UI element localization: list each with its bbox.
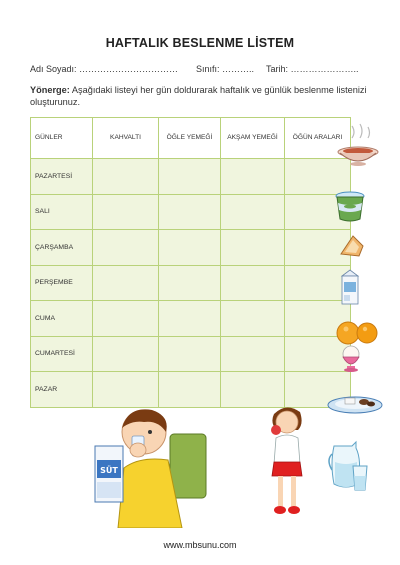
name-field-label: Adı Soyadı: …………………………… — [30, 64, 179, 74]
bread-icon — [339, 232, 365, 258]
table-row — [31, 194, 351, 230]
soup-bowl-icon — [334, 122, 382, 168]
day-label: PAZAR — [31, 372, 93, 408]
plate-icon — [326, 390, 384, 416]
day-label: SALI — [31, 194, 93, 230]
meal-cell[interactable] — [93, 159, 159, 195]
instruction-text: Aşağıdaki listeyi her gün doldurarak haftalık ve günlük beslenme listenizi oluşturunuz. — [30, 85, 367, 107]
header-ogun-aralari: ÖĞÜN ARALARI — [285, 118, 351, 159]
table-row — [31, 301, 351, 337]
page-title: HAFTALIK BESLENME LİSTEM — [105, 36, 295, 50]
meal-cell[interactable] — [221, 301, 285, 337]
day-label: ÇARŞAMBA — [31, 230, 93, 266]
milk-carton-icon — [339, 268, 361, 306]
girl-eating-apple-icon — [262, 404, 312, 520]
meal-cell[interactable] — [221, 336, 285, 372]
meal-cell[interactable] — [93, 301, 159, 337]
egg-cup-icon — [339, 345, 363, 373]
header-row — [31, 118, 351, 159]
day-label: PAZARTESİ — [31, 159, 93, 195]
table-row — [31, 159, 351, 195]
meal-cell[interactable] — [93, 194, 159, 230]
meal-cell[interactable] — [221, 372, 285, 408]
class-field-label: Sınıfı: ……….. — [196, 64, 255, 74]
meal-cell[interactable] — [221, 194, 285, 230]
instruction-label: Yönerge: — [30, 85, 70, 95]
oranges-icon — [336, 318, 378, 346]
milk-box-label: SÜT — [100, 466, 118, 475]
meal-cell[interactable] — [159, 194, 221, 230]
meal-cell[interactable] — [221, 265, 285, 301]
header-kahvalti: KAHVALTI — [93, 118, 159, 159]
meal-cell[interactable] — [93, 265, 159, 301]
header-aksam: AKŞAM YEMEĞİ — [221, 118, 285, 159]
glass-icon — [350, 464, 370, 492]
meal-cell[interactable] — [93, 230, 159, 266]
footer-website: www.mbsunu.com — [163, 540, 237, 550]
table-row — [31, 265, 351, 301]
date-field-label: Tarih: ………………….. — [266, 64, 359, 74]
day-label: PERŞEMBE — [31, 265, 93, 301]
meal-cell[interactable] — [93, 336, 159, 372]
header-gunler: GÜNLER — [31, 118, 93, 159]
instruction — [30, 84, 375, 108]
meal-cell[interactable] — [159, 230, 221, 266]
weekly-plan-table — [30, 117, 351, 408]
day-label: CUMA — [31, 301, 93, 337]
meal-cell[interactable] — [221, 230, 285, 266]
table-row — [31, 230, 351, 266]
day-label: CUMARTESİ — [31, 336, 93, 372]
meal-cell[interactable] — [159, 265, 221, 301]
table-row — [31, 336, 351, 372]
milk-box-icon — [91, 442, 127, 504]
yogurt-cup-icon — [334, 190, 366, 224]
header-ogle: ÖĞLE YEMEĞİ — [159, 118, 221, 159]
meal-cell[interactable] — [159, 336, 221, 372]
meal-cell[interactable] — [159, 159, 221, 195]
meal-cell[interactable] — [221, 159, 285, 195]
meal-cell[interactable] — [159, 301, 221, 337]
